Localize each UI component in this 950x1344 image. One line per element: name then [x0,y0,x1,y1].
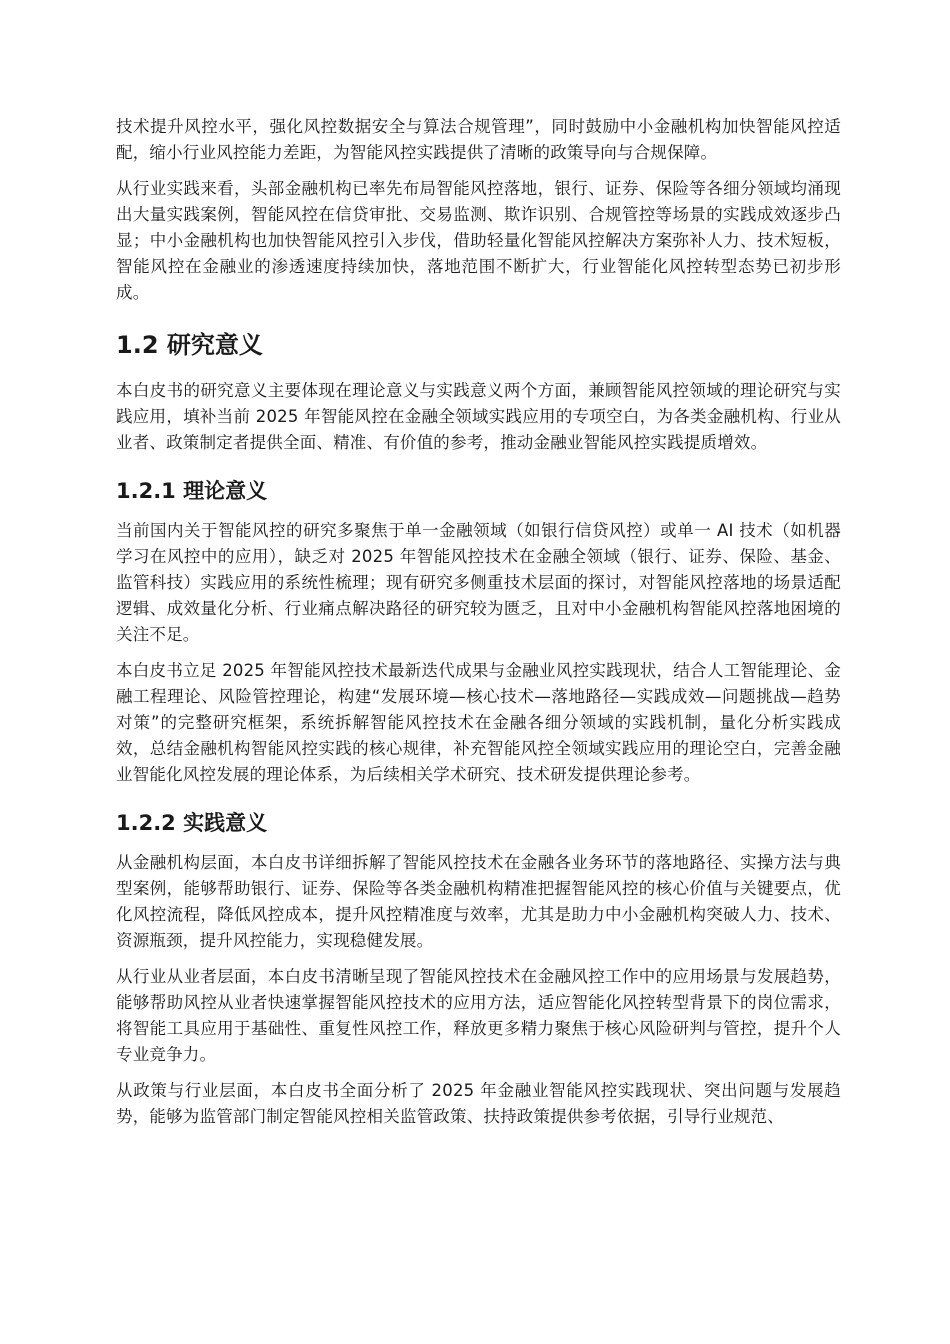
body-paragraph: 技术提升风控水平，强化风控数据安全与算法合规管理”，同时鼓励中小金融机构加快智能风控适配，缩小行业风控能力差距，为智能风控实践提供了清晰的政策导向与合规保障。 [116,117,841,162]
body-paragraph: 本白皮书的研究意义主要体现在理论意义与实践意义两个方面，兼顾智能风控领域的理论研究与实践应用，填补当前 2025 年智能风控在金融全领域实践应用的专项空白，为各类金融机构、行业从业者、政策制定者提供全面、精准、有价值的参考，推动金融业智能风控实践提质增效。 [116,381,841,452]
body-paragraph: 从金融机构层面，本白皮书详细拆解了智能风控技术在金融各业务环节的落地路径、实操方法与典型案例，能够帮助银行、证券、保险等各类金融机构精准把握智能风控的核心价值与关键要点，优化风控流程，降低风控成本，提升风控精准度与效率，尤其是助力中小金融机构突破人力、技术、资源瓶颈，提升风控能力，实现稳健发展。 [116,853,841,950]
body-paragraph: 从行业从业者层面，本白皮书清晰呈现了智能风控技术在金融风控工作中的应用场景与发展趋势，能够帮助风控从业者快速掌握智能风控技术的应用方法，适应智能化风控转型背景下的岗位需求，将智能工具应用于基础性、重复性风控工作，释放更多精力聚焦于核心风险研判与管控，提升个人专业竞争力。 [116,967,841,1064]
section-heading-1-2-1: 1.2.1 理论意义 [116,479,268,503]
body-paragraph: 本白皮书立足 2025 年智能风控技术最新迭代成果与金融业风控实践现状，结合人工智能理论、金融工程理论、风险管控理论，构建“发展环境—核心技术—落地路径—实践成效—问题挑战—趋势对策”的完整研究框架，系统拆解智能风控技术在金融各细分领域的实践机制，量化分析实践成效，总结金融机构智能风控实践的核心规律，补充智能风控全领域实践应用的理论空白，完善金融业智能化风控发展的理论体系，为后续相关学术研究、技术研发提供理论参考。 [116,661,841,784]
page-content [116,114,841,1140]
section-heading-1-2: 1.2 研究意义 [116,331,263,359]
body-paragraph: 当前国内关于智能风控的研究多聚焦于单一金融领域（如银行信贷风控）或单一 AI 技术（如机器学习在风控中的应用），缺乏对 2025 年智能风控技术在金融全领域（银行、证券、保险、基金、监管科技）实践应用的系统性梳理；现有研究多侧重技术层面的探讨，对智能风控落地的场景适配逻辑、成效量化分析、行业痛点解决路径的研究较为匮乏，且对中小金融机构智能风控落地困境的关注不足。 [116,521,841,644]
body-paragraph: 从政策与行业层面，本白皮书全面分析了 2025 年金融业智能风控实践现状、突出问题与发展趋势，能够为监管部门制定智能风控相关监管政策、扶持政策提供参考依据，引导行业规范、 [116,1081,841,1126]
body-paragraph: 从行业实践来看，头部金融机构已率先布局智能风控落地，银行、证券、保险等各细分领域均涌现出大量实践案例，智能风控在信贷审批、交易监测、欺诈识别、合规管控等场景的实践成效逐步凸显；中小金融机构也加快智能风控引入步伐，借助轻量化智能风控解决方案弥补人力、技术短板，智能风控在金融业的渗透速度持续加快，落地范围不断扩大，行业智能化风控转型态势已初步形成。 [116,179,841,302]
section-heading-1-2-2: 1.2.2 实践意义 [116,811,268,835]
